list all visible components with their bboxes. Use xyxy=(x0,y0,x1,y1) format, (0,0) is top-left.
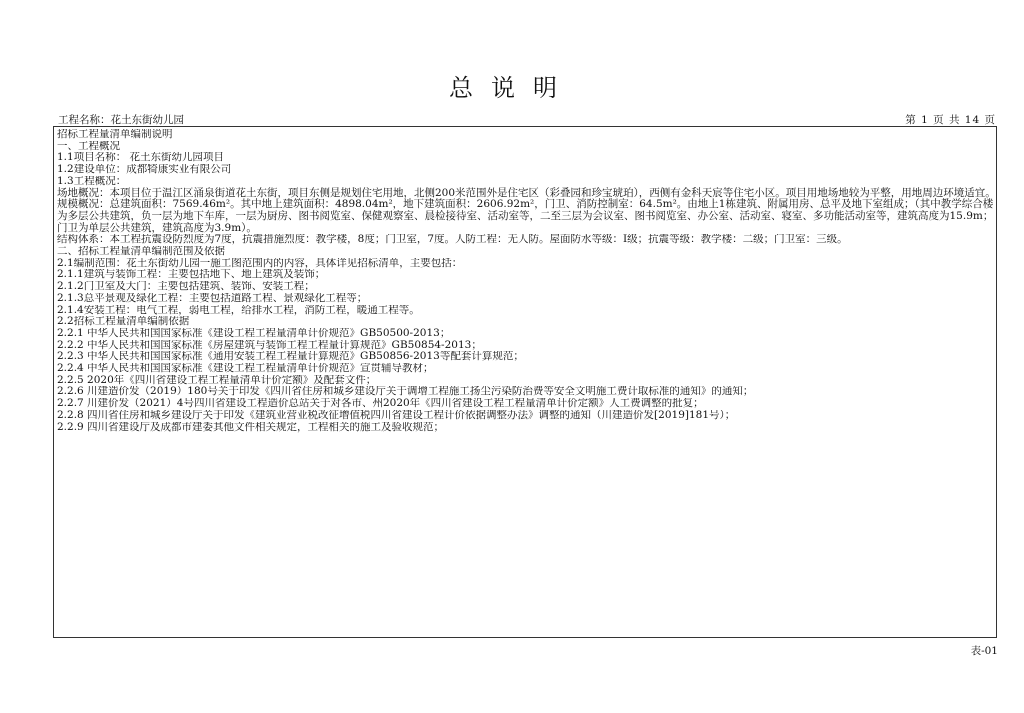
project-name: 工程名称：花土东街幼儿园 xyxy=(58,114,184,126)
text-line: 2.2.6 川建造价发（2019）180号关于印发《四川省住房和城乡建设厅关于调增工程施工扬尘污染防治费等安全文明施工费计取标准的通知》的通知； xyxy=(57,386,754,398)
text-paragraph: 规模概况：总建筑面积：7569.46m²。其中地上建筑面积：4898.04m²，地下建筑面积：2606.92m²，门卫、消防控制室：64.5m²。由地上1栋建筑、附属用房、总平及地下室组成；（其中教学综合楼为多层公共建筑，负一层为地下车库，一层为厨房、图书阅览室、保健观察室、晨检接待室、活动室等，二至三层为会议室、图书阅览室、办公室、活动室、寝室、多功能活动室等，建筑高度为15.9m；门卫为单层公共建筑，建筑高度为3.9m）。 xyxy=(57,198,994,234)
text-line: 2.2.4 中华人民共和国国家标准《建设工程工程量清单计价规范》宣贯辅导教材； xyxy=(57,363,434,375)
text-line: 2.1.2门卫室及大门：主要包括建筑、装饰、安装工程； xyxy=(57,281,315,293)
text-line: 2.2.8 四川省住房和城乡建设厅关于印发《建筑业营业税改征增值税四川省建设工程计价依据调整办法》调整的通知（川建造价发[2019]181号）； xyxy=(57,409,736,421)
text-line: 2.2.7 川建价发（2021）4号四川省建设工程造价总站关于对各市、州2020年《四川省建设工程工程量清单计价定额》人工费调整的批复； xyxy=(57,398,704,410)
text-paragraph: 场地概况：本项目位于温江区涌泉街道花土东街，项目东侧是规划住宅用地，北侧200米范围外是住宅区（彩叠园和珍宝琥珀），西侧有金科天宸等住宅小区。项目用地场地较为平整，用地周边环境适宜。 xyxy=(57,186,996,199)
content-body xyxy=(57,129,997,433)
section-heading: 2.2招标工程量清单编制依据 xyxy=(57,316,190,328)
text-line: 2.1编制范围：花土东街幼儿园一施工图范围内的内容，具体详见招标清单，主要包括： xyxy=(57,257,463,269)
page-title: 总说明 xyxy=(449,74,575,102)
text-line: 1.3工程概况： xyxy=(57,175,127,187)
text-line: 2.2.5 2020年《四川省建设工程工程量清单计价定额》及配套文件； xyxy=(57,374,377,386)
text-line: 2.2.2 中华人民共和国国家标准《房屋建筑与装饰工程工程量计算规范》GB50854-2013； xyxy=(57,339,482,351)
page-info: 第 1 页 共 14 页 xyxy=(905,114,996,126)
table-number: 表-01 xyxy=(970,645,998,657)
text-line: 2.1.4安装工程：电气工程，弱电工程，给排水工程，消防工程，暖通工程等。 xyxy=(57,304,420,316)
text-line: 1.2建设单位：成都犄康实业有限公司 xyxy=(57,164,232,176)
section-heading: 二、招标工程量清单编制范围及依据 xyxy=(57,246,225,258)
text-line: 结构体系：本工程抗震设防烈度为7度，抗震措施烈度：教学楼，8度；门卫室，7度。人防工程：无人防。屋面防水等级：Ⅰ级；抗震等级：教学楼：二级；门卫室：三级。 xyxy=(57,234,848,246)
section-heading: 一、工程概况 xyxy=(57,140,120,152)
text-line: 1.1项目名称： 花土东街幼儿园项目 xyxy=(57,152,225,164)
section-heading: 招标工程量清单编制说明 xyxy=(57,129,173,140)
text-line: 2.1.1建筑与装饰工程：主要包括地下、地上建筑及装饰； xyxy=(57,269,326,281)
text-line: 2.2.3 中华人民共和国国家标准《通用安装工程工程量计算规范》GB50856-2013等配套计算规范； xyxy=(57,351,524,363)
text-line: 2.1.3总平景观及绿化工程：主要包括道路工程、景观绿化工程等； xyxy=(57,292,368,304)
text-line: 2.2.9 四川省建设厅及成都市建委其他文件相关规定，工程相关的施工及验收规范； xyxy=(57,421,445,433)
text-line: 2.2.1 中华人民共和国国家标准《建设工程工程量清单计价规范》GB50500-2013； xyxy=(57,327,451,339)
